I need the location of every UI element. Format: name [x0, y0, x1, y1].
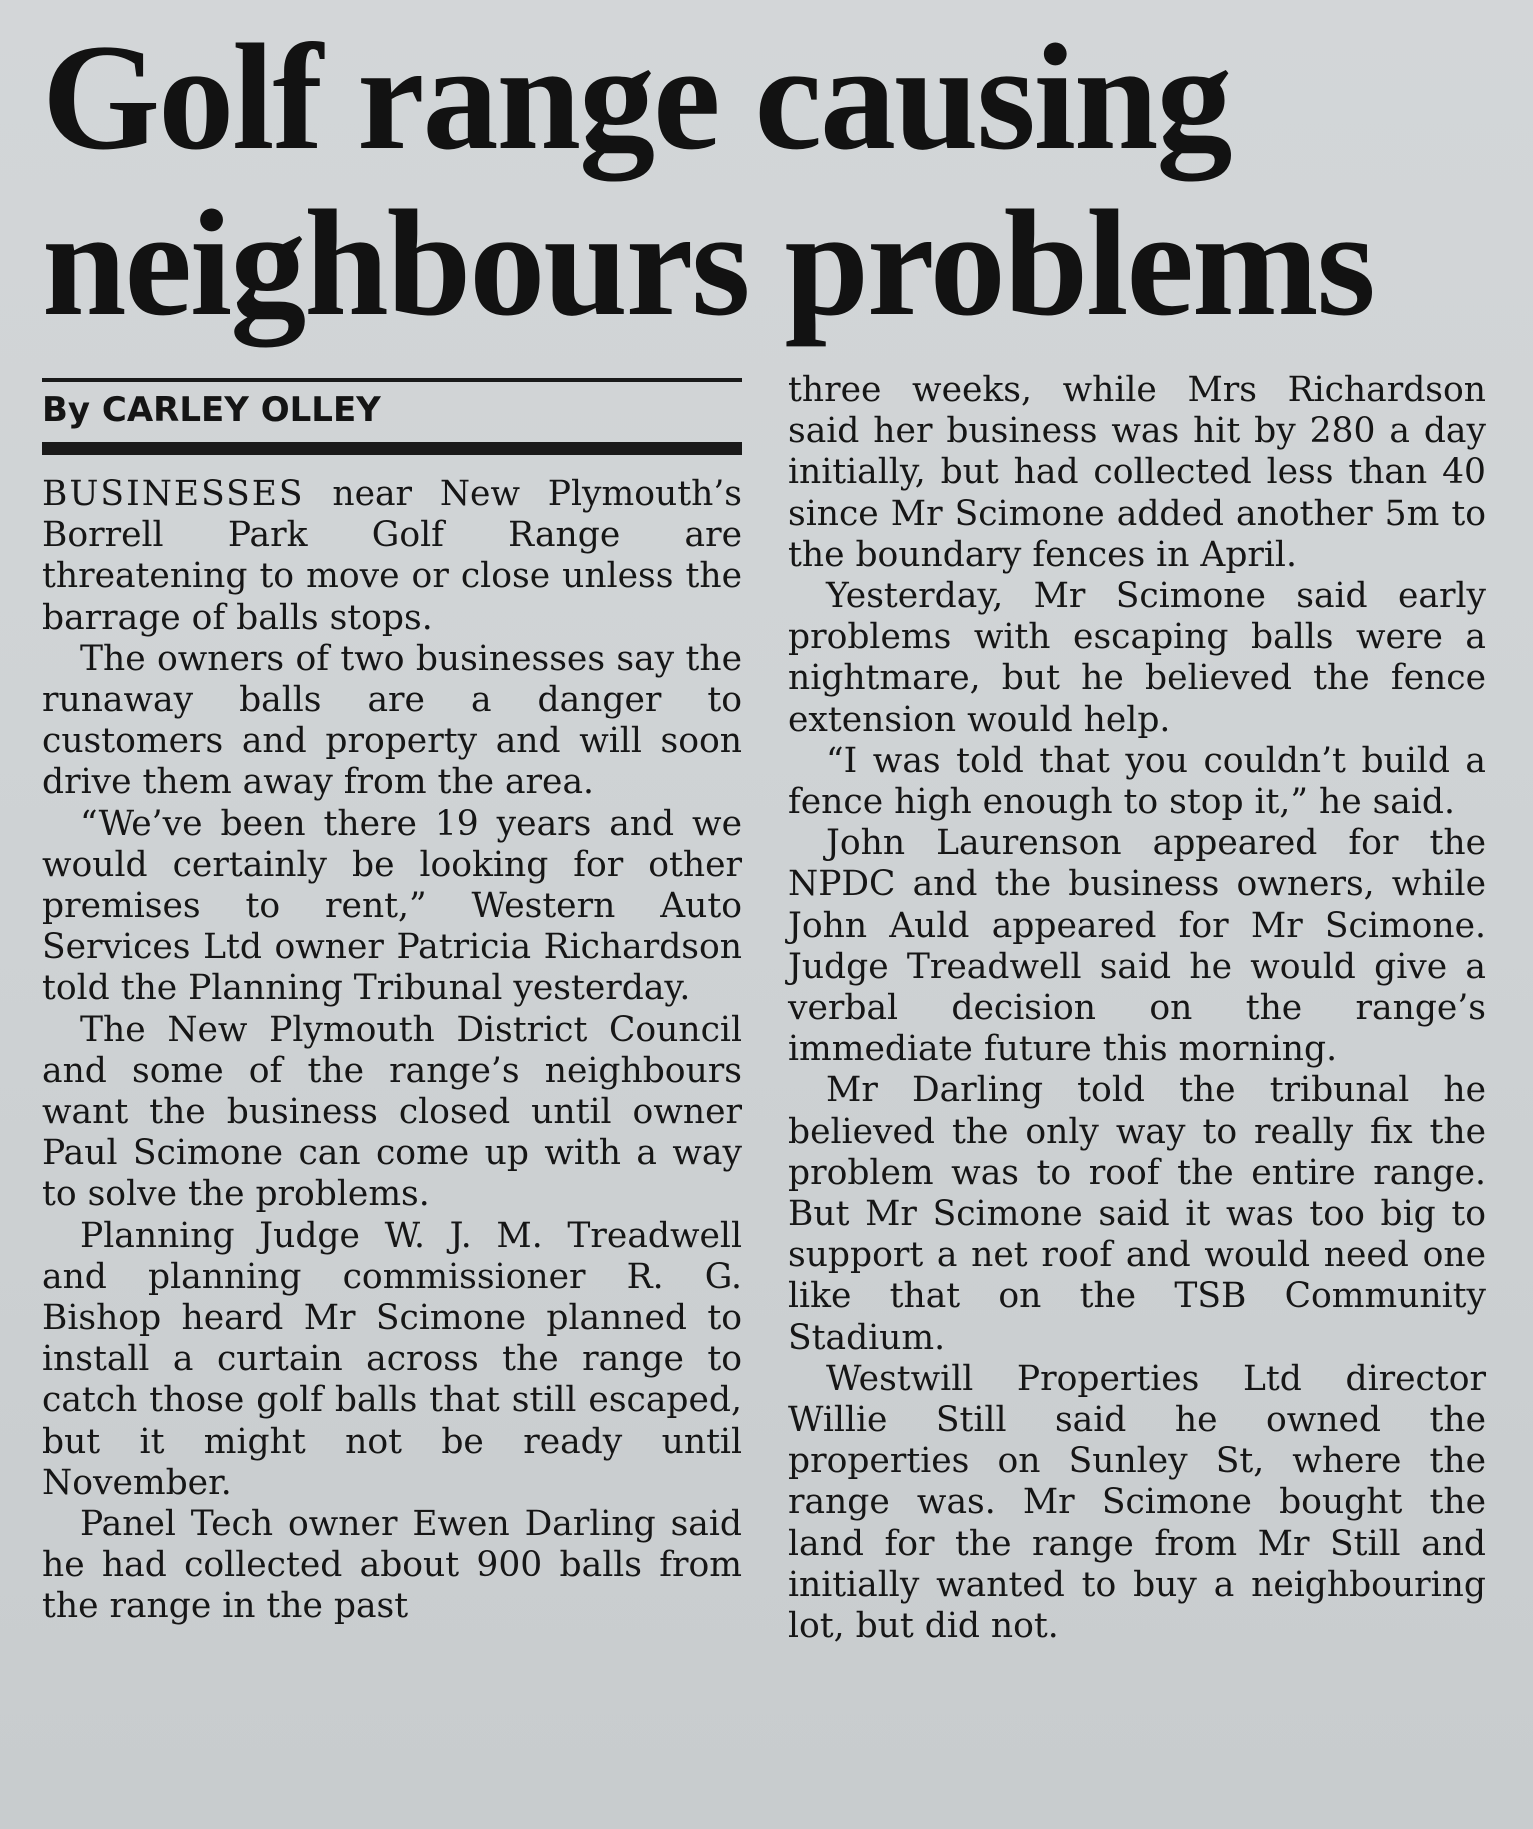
paragraph: Westwill Properties Ltd director Willie Still said he owned the properties on Sunley St, where the range was. Mr Scimone bought the land for the range from Mr Still and initially wanted to buy a neighbouring lot, but did not. — [788, 1358, 1486, 1647]
paragraph: “I was told that you couldn’t build a fence high enough to stop it,” he said. — [788, 740, 1486, 823]
lead-text: near New Plymouth’s Borrell Park Golf Range are threatening to move or close unless the barrage of balls stops. — [42, 474, 742, 638]
paragraph: “We’ve been there 19 years and we would certainly be looking for other premises to rent,” Western Auto Services Ltd owner Patricia Richardson told the Planning Tribunal yesterday. — [42, 803, 742, 1009]
paragraph: Yesterday, Mr Scimone said early problems with escaping balls were a nightmare, but he believed the fence extension would help. — [788, 576, 1486, 740]
byline-bottom-rule — [42, 442, 742, 455]
right-column — [788, 370, 1486, 1647]
left-column — [42, 474, 742, 1628]
headline — [42, 14, 1502, 346]
paragraph: Mr Darling told the tribunal he believed the only way to really fix the problem was to roof the entire range. But Mr Scimone said it was too big to support a net roof and would need one like that on the TSB Community Stadium. — [788, 1070, 1486, 1358]
byline-top-rule — [42, 378, 742, 382]
continued-paragraph: three weeks, while Mrs Richardson said her business was hit by 280 a day initially, but had collected less than 40 since Mr Scimone added another 5m to the boundary fences in April. — [788, 370, 1486, 575]
paragraph: Panel Tech owner Ewen Darling said he had collected about 900 balls from the range in the past — [42, 1504, 742, 1627]
byline: By CARLEY OLLEY — [42, 390, 381, 430]
paragraph: The owners of two businesses say the runaway balls are a danger to customers and property and will soon drive them away from the area. — [42, 638, 742, 803]
headline-line-1: Golf range causing — [42, 13, 1231, 181]
lead-word: BUSINESSES — [42, 474, 305, 514]
headline-line-2: neighbours problems — [42, 179, 1374, 347]
paragraph: John Laurenson appeared for the NPDC and the business owners, while John Auld appeared for Mr Scimone. Judge Treadwell said he would give a verbal decision on the range’s immediate future this morning. — [788, 823, 1486, 1070]
lead-paragraph — [42, 474, 742, 639]
paragraph: The New Plymouth District Council and some of the range’s neighbours want the business closed until owner Paul Scimone can come up with a way to solve the problems. — [42, 1009, 742, 1215]
paragraph: Planning Judge W. J. M. Treadwell and planning commissioner R. G. Bishop heard Mr Scimone planned to install a curtain across the range to catch those golf balls that still escaped, but it might not be ready until November. — [42, 1215, 742, 1503]
